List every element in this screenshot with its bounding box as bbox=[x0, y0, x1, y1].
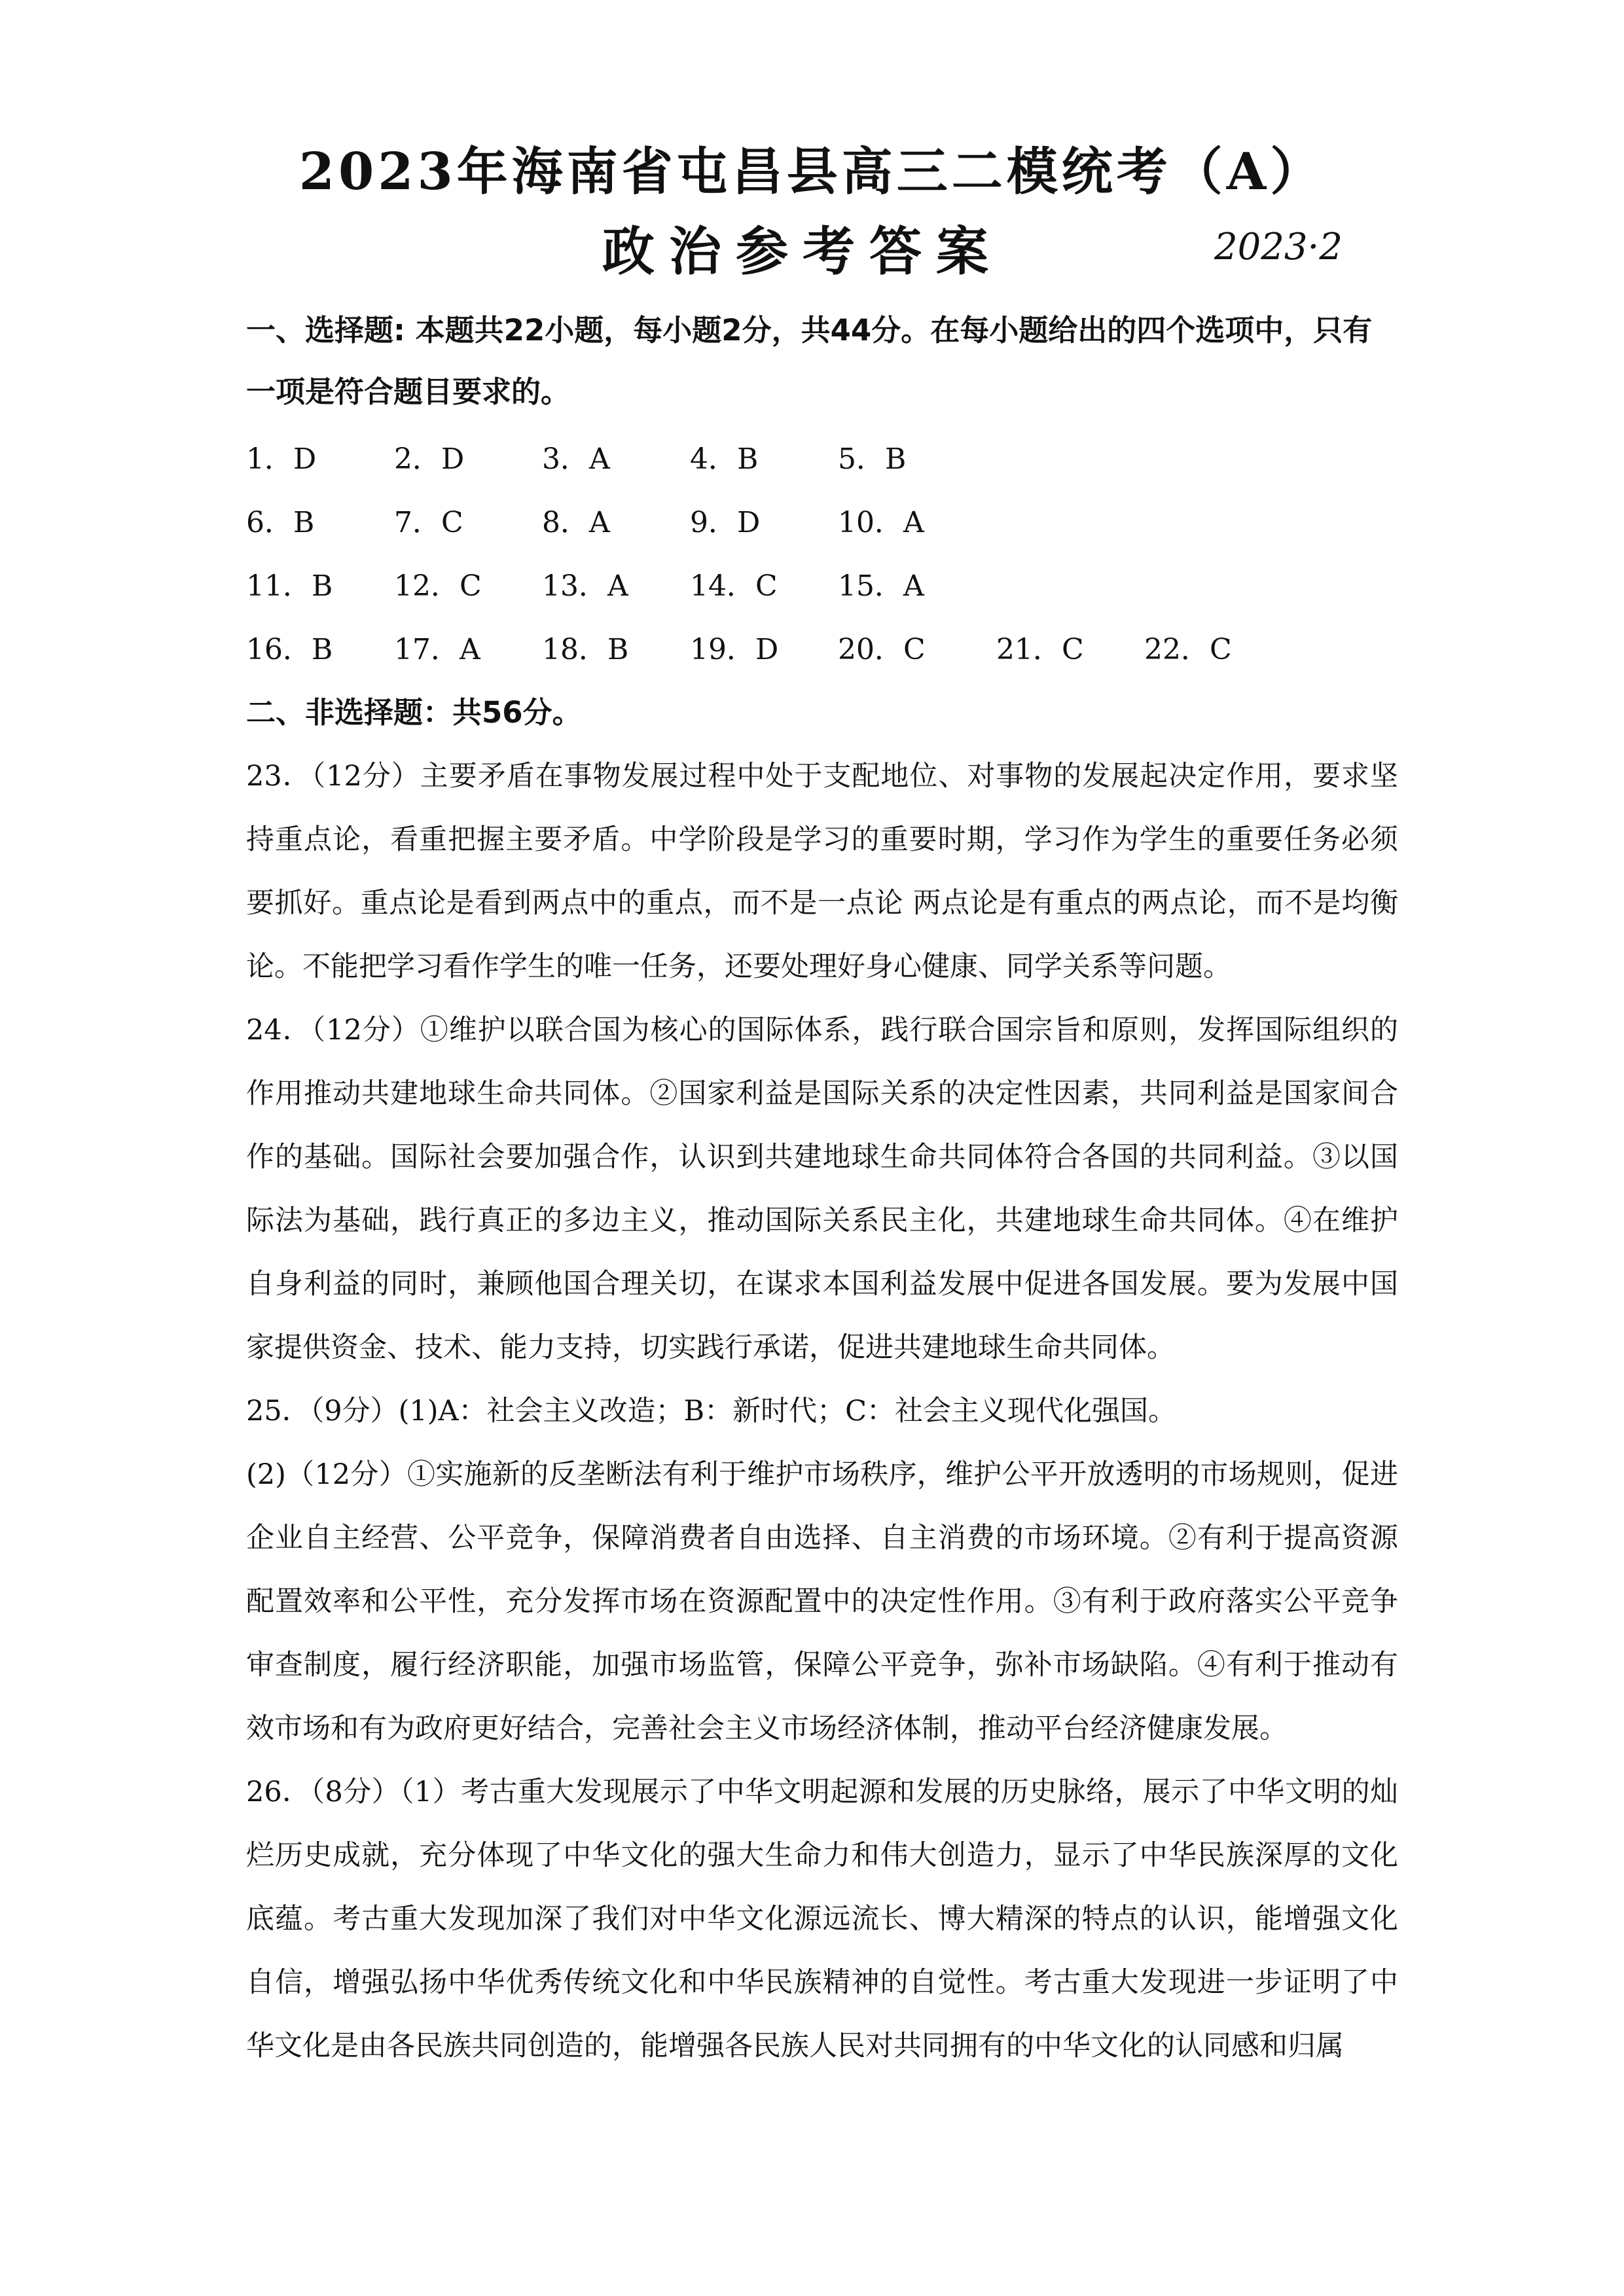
section2-heading: 二、非选择题：共56分。 bbox=[246, 695, 582, 730]
answer-row bbox=[246, 487, 1398, 550]
answer-q25-part1-text: 25．（9分）(1)A：社会主义改造；B：新时代；C：社会主义现代化强国。 bbox=[246, 1395, 1177, 1427]
answer-item: 13．A bbox=[542, 569, 628, 603]
answer-item: 20．C bbox=[838, 633, 926, 666]
page-subtitle: 政治参考答案 bbox=[602, 221, 1003, 282]
answer-item: 15．A bbox=[838, 569, 924, 603]
answer-item: 22．C bbox=[1144, 633, 1232, 666]
answer-item: 9．D bbox=[690, 506, 761, 539]
answer-item: 16．B bbox=[246, 633, 333, 666]
answer-item: 10．A bbox=[838, 506, 924, 539]
answer-item: 12．C bbox=[394, 569, 482, 603]
answer-q23 bbox=[246, 745, 1398, 999]
answer-key-grid bbox=[246, 423, 1398, 677]
answer-item: 18．B bbox=[542, 633, 629, 666]
answer-q25-part1 bbox=[246, 1380, 1398, 1443]
answer-item: 17．A bbox=[394, 633, 480, 666]
answer-row bbox=[246, 423, 1398, 487]
answer-item: 3．A bbox=[542, 442, 610, 476]
answer-item: 1．D bbox=[246, 442, 317, 476]
exam-date: 2023·2 bbox=[1214, 226, 1343, 268]
answer-item: 21．C bbox=[996, 633, 1084, 666]
answer-q26-text: 26．（8分）（1）考古重大发现展示了中华文明起源和发展的历史脉络，展示了中华文明的灿烂历史成就，充分体现了中华文化的强大生命力和伟大创造力，显示了中华民族深厚的文化底蕴。考古重大发现加深了我们对中华文化源远流长、博大精深的特点的认识，能增强文化自信，增强弘扬中华优秀传统文化和中华民族精神的自觉性。考古重大发现进一步证明了中华文化是由各民族共同创造的，能增强各民族人民对共同拥有的中华文化的认同感和归属 bbox=[246, 1776, 1398, 2062]
answer-q24 bbox=[246, 999, 1398, 1380]
answer-item: 14．C bbox=[690, 569, 778, 603]
answer-item: 6．B bbox=[246, 506, 315, 539]
answer-item: 11．B bbox=[246, 569, 333, 603]
answer-item: 8．A bbox=[542, 506, 610, 539]
answer-item: 19．D bbox=[690, 633, 779, 666]
answer-item: 5．B bbox=[838, 442, 907, 476]
answer-q24-text: 24．（12分）①维护以联合国为核心的国际体系，践行联合国宗旨和原则，发挥国际组织的作用推动共建地球生命共同体。②国家利益是国际关系的决定性因素，共同利益是国家间合作的基础。国际社会要加强合作，认识到共建地球生命共同体符合各国的共同利益。③以国际法为基础，践行真正的多边主义，推动国际关系民主化，共建地球生命共同体。④在维护自身利益的同时，兼顾他国合理关切，在谋求本国利益发展中促进各国发展。要为发展中国家提供资金、技术、能力支持，切实践行承诺，促进共建地球生命共同体。 bbox=[246, 1014, 1398, 1364]
answer-q26 bbox=[246, 1761, 1398, 2078]
answer-q25-part2 bbox=[246, 1443, 1398, 1761]
answer-q23-text: 23．（12分）主要矛盾在事物发展过程中处于支配地位、对事物的发展起决定作用，要求坚持重点论，看重把握主要矛盾。中学阶段是学习的重要时期，学习作为学生的重要任务必须要抓好。重点论是看到两点中的重点，而不是一点论 两点论是有重点的两点论，而不是均衡论。不能把学习看作学生的唯一任务，还要处理好身心健康、同学关系等问题。 bbox=[246, 760, 1398, 983]
answer-row bbox=[246, 614, 1398, 677]
answer-row bbox=[246, 550, 1398, 614]
answer-item: 4．B bbox=[690, 442, 759, 476]
section1-heading: 一、选择题: 本题共22小题，每小题2分，共44分。在每小题给出的四个选项中，只有一项是符合题目要求的。 bbox=[246, 313, 1373, 409]
page-title: 2023年海南省屯昌县高三二模统考（A） bbox=[298, 142, 1326, 202]
answer-q25-part2-text: (2)（12分）①实施新的反垄断法有利于维护市场秩序，维护公平开放透明的市场规则，促进企业自主经营、公平竞争，保障消费者自由选择、自主消费的市场环境。②有利于提高资源配置效率和公平性，充分发挥市场在资源配置中的决定性作用。③有利于政府落实公平竞争审查制度，履行经济职能，加强市场监管，保障公平竞争，弥补市场缺陷。④有利于推动有效市场和有为政府更好结合，完善社会主义市场经济体制，推动平台经济健康发展。 bbox=[246, 1458, 1398, 1745]
answer-item: 7．C bbox=[394, 506, 463, 539]
answer-item: 2．D bbox=[394, 442, 465, 476]
